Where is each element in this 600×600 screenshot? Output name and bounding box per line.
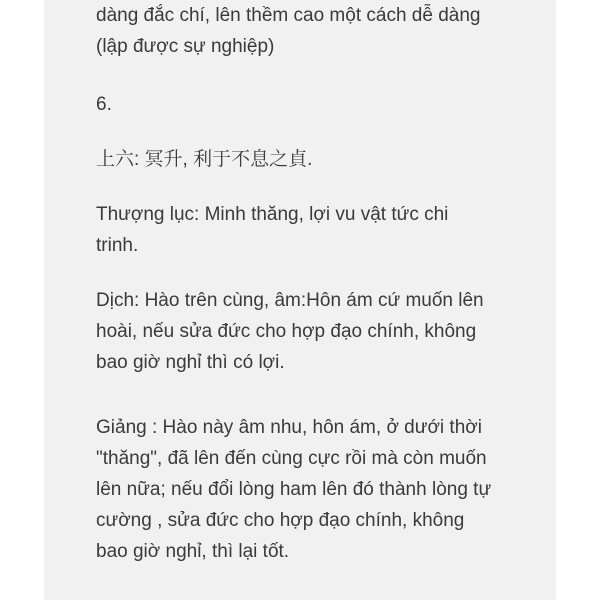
text-line: dàng đắc chí, lên thềm cao một cách dễ dàng bbox=[96, 5, 481, 26]
text-line: bao giờ nghỉ thì có lợi. bbox=[96, 352, 285, 373]
text-line: lên nữa; nếu đổi lòng ham lên đó thành lòng tự bbox=[96, 479, 492, 500]
text-line: "thăng", đã lên đến cùng cực rồi mà còn muốn bbox=[96, 448, 487, 469]
text-panel bbox=[44, 0, 556, 600]
text-line: hoài, nếu sửa đức cho hợp đạo chính, không bbox=[96, 321, 477, 342]
paragraph-continuation bbox=[96, 0, 480, 62]
text-line: bao giờ nghỉ, thì lại tốt. bbox=[96, 541, 290, 562]
text-line: 6. bbox=[96, 94, 112, 115]
text-line: cường , sửa đức cho hợp đạo chính, không bbox=[96, 510, 465, 531]
classical-chinese-verse bbox=[96, 144, 312, 175]
explanation-paragraph bbox=[96, 412, 491, 567]
text-line: Dịch: Hào trên cùng, âm:Hôn ám cứ muốn lên bbox=[96, 290, 484, 311]
text-line: Giảng : Hào này âm nhu, hôn ám, ở dưới thời bbox=[96, 417, 482, 438]
text-line: 上六: 冥升, 利于不息之貞. bbox=[96, 149, 313, 170]
transliteration-paragraph bbox=[96, 199, 448, 261]
translation-paragraph bbox=[96, 285, 484, 378]
text-line: (lập được sự nghiệp) bbox=[96, 36, 275, 57]
text-line: Thượng lục: Minh thăng, lợi vu vật tức chi bbox=[96, 204, 449, 225]
text-line: trinh. bbox=[96, 235, 139, 256]
section-number bbox=[96, 89, 112, 120]
